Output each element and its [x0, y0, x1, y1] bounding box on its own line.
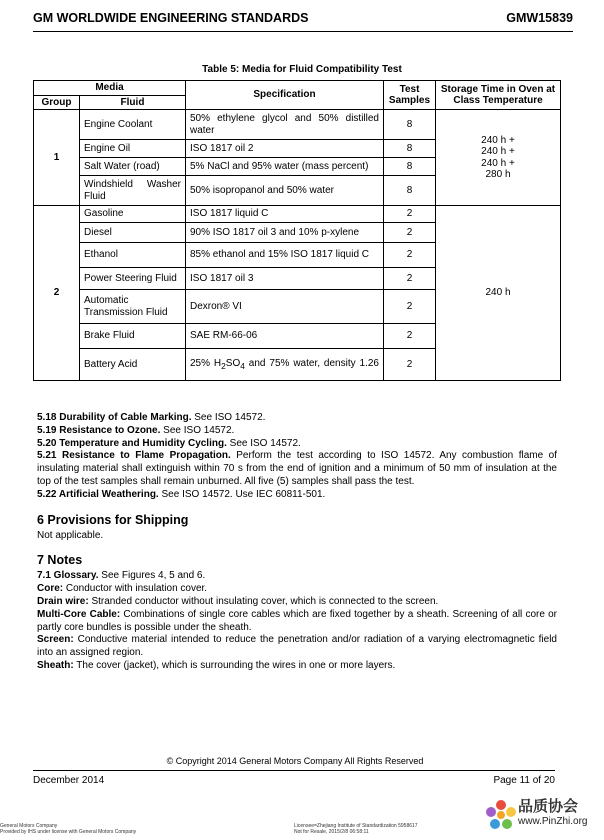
section-7-heading: 7 Notes	[37, 553, 83, 568]
header-group: Group	[34, 95, 80, 110]
fluid-cell: Engine Coolant	[80, 110, 186, 140]
glossary-definition: Stranded conductor without insulating cover, which is connected to the screen.	[88, 595, 439, 607]
header-test-samples: Test Samples	[384, 81, 436, 110]
samples-cell: 2	[384, 268, 436, 290]
header-specification: Specification	[186, 81, 384, 110]
header-title: GM WORLDWIDE ENGINEERING STANDARDS	[33, 11, 309, 25]
storage-line: 280 h	[485, 169, 511, 180]
glossary-drain-wire	[37, 596, 557, 609]
section-title: 5.19 Resistance to Ozone.	[37, 424, 161, 436]
logo-name: 品质协会	[518, 798, 579, 815]
section-text: Perform the test according to ISO 14572. Any combustion flame of insulating material shall extinguish within 70 s from the end of ignition and a minimum of 50 mm of insulation at the top of the test samples shall remain unburned. All five (5) samples shall pass the test.	[37, 450, 558, 487]
page-number: Page 11 of 20	[493, 775, 555, 786]
spec-cell: Dexron® VI	[186, 290, 384, 324]
media-table	[33, 80, 561, 381]
glossary-screen	[37, 634, 557, 660]
fine-print-line: General Motors Company	[0, 823, 58, 829]
samples-cell: 2	[384, 206, 436, 223]
fluid-cell: Gasoline	[80, 206, 186, 223]
spec-text: SO	[225, 357, 241, 369]
header-fluid: Fluid	[80, 95, 186, 110]
storage-line: 240 h +	[481, 146, 515, 157]
glossary-core	[37, 583, 557, 596]
fine-print-line: Licensee=Zhejiang Institute of Standardization 5958617	[294, 823, 418, 829]
spec-cell: 90% ISO 1817 oil 3 and 10% p-xylene	[186, 223, 384, 243]
section-title: 5.18 Durability of Cable Marking.	[37, 412, 192, 423]
storage-line: 240 h +	[481, 134, 515, 146]
spec-cell: ISO 1817 liquid C	[186, 206, 384, 223]
fluid-cell: Automatic Transmission Fluid	[80, 290, 186, 324]
document-number: GMW15839	[506, 11, 573, 25]
spec-cell: SAE RM-66-06	[186, 324, 384, 349]
section-5-22	[37, 489, 557, 502]
table-caption: Table 5: Media for Fluid Compatibility Test	[202, 64, 402, 75]
fluid-cell: Ethanol	[80, 243, 186, 268]
glossary-term: Sheath:	[37, 659, 74, 671]
section-5-19	[37, 425, 557, 438]
section-text: See ISO 14572.	[226, 437, 301, 449]
spec-cell: 5% NaCl and 95% water (mass percent)	[186, 158, 384, 176]
spec-subscript: 4	[240, 360, 245, 371]
samples-cell: 2	[384, 223, 436, 243]
spec-cell: ISO 1817 oil 3	[186, 268, 384, 290]
fluid-cell: Power Steering Fluid	[80, 268, 186, 290]
samples-cell: 2	[384, 243, 436, 268]
spec-cell: 50% isopropanol and 50% water	[186, 176, 384, 206]
glossary-term: Multi-Core Cable:	[37, 608, 121, 620]
section-5-18	[37, 412, 557, 425]
samples-cell: 2	[384, 349, 436, 381]
glossary-definition: Conductor with insulation cover.	[63, 583, 208, 595]
samples-cell: 8	[384, 140, 436, 158]
fluid-cell: Salt Water (road)	[80, 158, 186, 176]
glossary-definition: Combinations of single core cables which are fixed together by a sheath. Screening of all core or partly core bundles is possible under the sheath.	[37, 608, 557, 633]
section-5-21	[37, 450, 557, 488]
samples-cell: 2	[384, 324, 436, 349]
header-media: Media	[34, 81, 186, 96]
samples-cell: 8	[384, 176, 436, 206]
glossary-term: Screen:	[37, 634, 74, 646]
group-cell: 1	[34, 110, 80, 206]
spec-text: 25% H	[190, 357, 222, 369]
section-5-20	[37, 438, 557, 451]
samples-cell: 8	[384, 110, 436, 140]
storage-cell	[436, 110, 561, 206]
spec-cell: 85% ethanol and 15% ISO 1817 liquid C	[186, 243, 384, 268]
table-row	[34, 206, 561, 223]
samples-cell: 8	[384, 158, 436, 176]
storage-line: 240 h +	[481, 157, 515, 169]
section-text: See Figures 4, 5 and 6.	[98, 570, 206, 582]
fluid-cell: Battery Acid	[80, 349, 186, 381]
page-footer	[33, 770, 555, 791]
pinzhi-logo	[484, 795, 602, 835]
spec-cell: ISO 1817 oil 2	[186, 140, 384, 158]
section-6-text: Not applicable.	[37, 529, 104, 541]
fluid-cell: Windshield Washer Fluid	[80, 176, 186, 206]
spec-text: and 75% water, density 1.26	[244, 357, 379, 369]
flower-logo-icon	[484, 795, 518, 835]
glossary-term: Drain wire:	[37, 595, 89, 607]
fine-print-right	[294, 823, 418, 835]
section-title: 7.1 Glossary.	[37, 570, 99, 582]
fluid-cell: Brake Fluid	[80, 324, 186, 349]
fine-print-line: Provided by IHS under license with General Motors Company	[0, 829, 137, 835]
table-header-row	[34, 81, 561, 96]
logo-url: www.PinZhi.org	[518, 816, 588, 827]
document-body	[37, 412, 557, 673]
fine-print-line: Not for Resale, 2015/2/8 06:58:11	[294, 829, 369, 835]
spec-subscript: 2	[221, 360, 226, 371]
group-cell: 2	[34, 206, 80, 381]
section-text: See ISO 14572. Use IEC 60811-501.	[158, 488, 326, 500]
spec-cell: 50% ethylene glycol and 50% distilled water	[186, 110, 384, 140]
section-text: See ISO 14572.	[160, 424, 235, 436]
section-6-heading: 6 Provisions for Shipping	[37, 512, 189, 527]
copyright-notice: © Copyright 2014 General Motors Company All Rights Reserved	[166, 756, 424, 766]
storage-cell: 240 h	[436, 206, 561, 381]
fluid-cell: Diesel	[80, 223, 186, 243]
samples-cell: 2	[384, 290, 436, 324]
section-title: 5.21 Resistance to Flame Propagation.	[37, 450, 231, 462]
glossary-definition: The cover (jacket), which is surrounding the wires in one or more layers.	[73, 659, 396, 671]
fluid-cell: Engine Oil	[80, 140, 186, 158]
glossary-multi-core-cable	[37, 609, 557, 635]
section-7-1	[37, 570, 557, 583]
header-storage-time: Storage Time in Oven at Class Temperature	[436, 81, 561, 110]
glossary-term: Core:	[37, 583, 64, 595]
fine-print-left	[0, 823, 136, 835]
glossary-definition: Conductive material intended to reduce the penetration and/or radiation of a varying electromagnetic field into an assigned region.	[37, 634, 557, 659]
section-text: See ISO 14572.	[191, 412, 266, 423]
table-row	[34, 110, 561, 140]
section-title: 5.20 Temperature and Humidity Cycling.	[37, 437, 227, 449]
spec-cell	[186, 349, 384, 381]
section-title: 5.22 Artificial Weathering.	[37, 488, 159, 500]
page-header	[33, 5, 573, 32]
glossary-sheath	[37, 660, 557, 673]
footer-date: December 2014	[33, 775, 105, 786]
